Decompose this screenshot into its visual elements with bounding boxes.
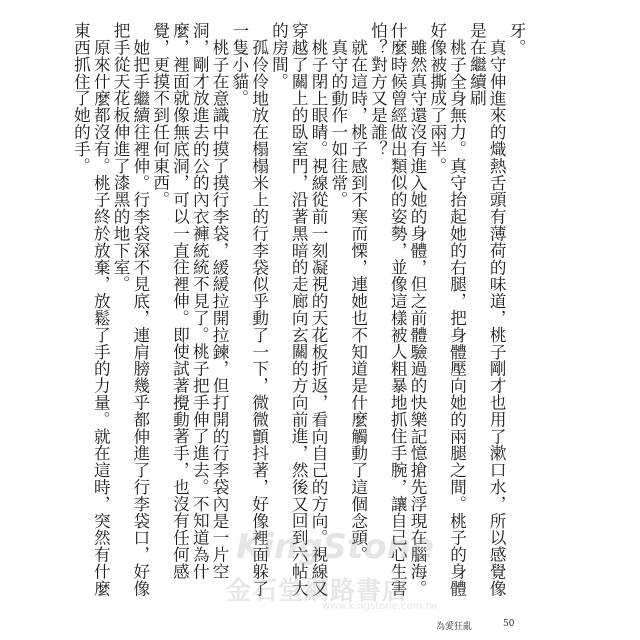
paragraph: 真守伸進來的熾熱舌頭有薄荷的味道，桃子剛才也用了漱口水，所以感覺像是在繼續刷 (467, 22, 507, 597)
paragraph: 桃子在意識中摸了摸行李袋，緩緩拉開拉鍊，但打開的行李袋內是一片空洞，剛才放進去的公的內衣褲統統不見了。桃子把手伸了進去。不知道為什麼，裡面就像無底洞，可以一直往裡伸。即使試著攪動著手，也沒有任何感覺，更摸不到任何東西。 (150, 22, 230, 580)
paragraph: 桃子閉上眼睛。視線從前一刻凝視的天花板折返，看向自己的方向。視線又穿越了關上的臥室門，沿著黑暗的走廊向玄關的方向前進，然後又回到六帖大的房間。 (269, 22, 329, 597)
paragraph: 桃子全身無力。真守抬起她的右腿，把身體壓向她的兩腿之間。桃子的身體好像被撕成了兩半。 (427, 22, 467, 597)
body-text (71, 22, 526, 597)
paragraph: 牙。 (507, 22, 526, 56)
paragraph: 她把手繼續往裡伸。行李袋深不見底，連肩膀幾乎都伸進了行李袋口，好像把手從天花板伸進了漆黑的地下室。 (111, 22, 150, 597)
paragraph: 就在這時，桃子感到不寒而慄，連她也不知道是什麼觸動了這個念頭。 (348, 38, 368, 563)
watermark-chinese: 金石堂網路書店 (226, 576, 409, 605)
paragraph: 孤伶伶地放在榻榻米上的行李袋似乎動了一下，微微顫抖著，好像裡面躲了一隻小貓。 (229, 22, 269, 597)
page-number: 50 (503, 619, 515, 629)
paragraph: 雖然真守還沒有進入她的身體，但之前體驗過的快樂記憶搶先浮現在腦海。什麼時候曾經做出類似的姿勢，並像這樣被人粗暴地抓住手腕，讓自己心生害怕？對方又是誰？ (368, 22, 428, 597)
watermark-latin: KingStone (236, 527, 434, 567)
running-title: 為愛狂亂 (436, 622, 473, 632)
paragraph: 原來什麼都沒有。桃子終於放棄，放鬆了手的力量。就在這時，突然有什麼東西抓住了她的手。 (71, 22, 111, 597)
paragraph: 真守的動作一如往常。 (328, 38, 348, 208)
watermark-url: www.kingstone.com.tw (322, 601, 438, 612)
